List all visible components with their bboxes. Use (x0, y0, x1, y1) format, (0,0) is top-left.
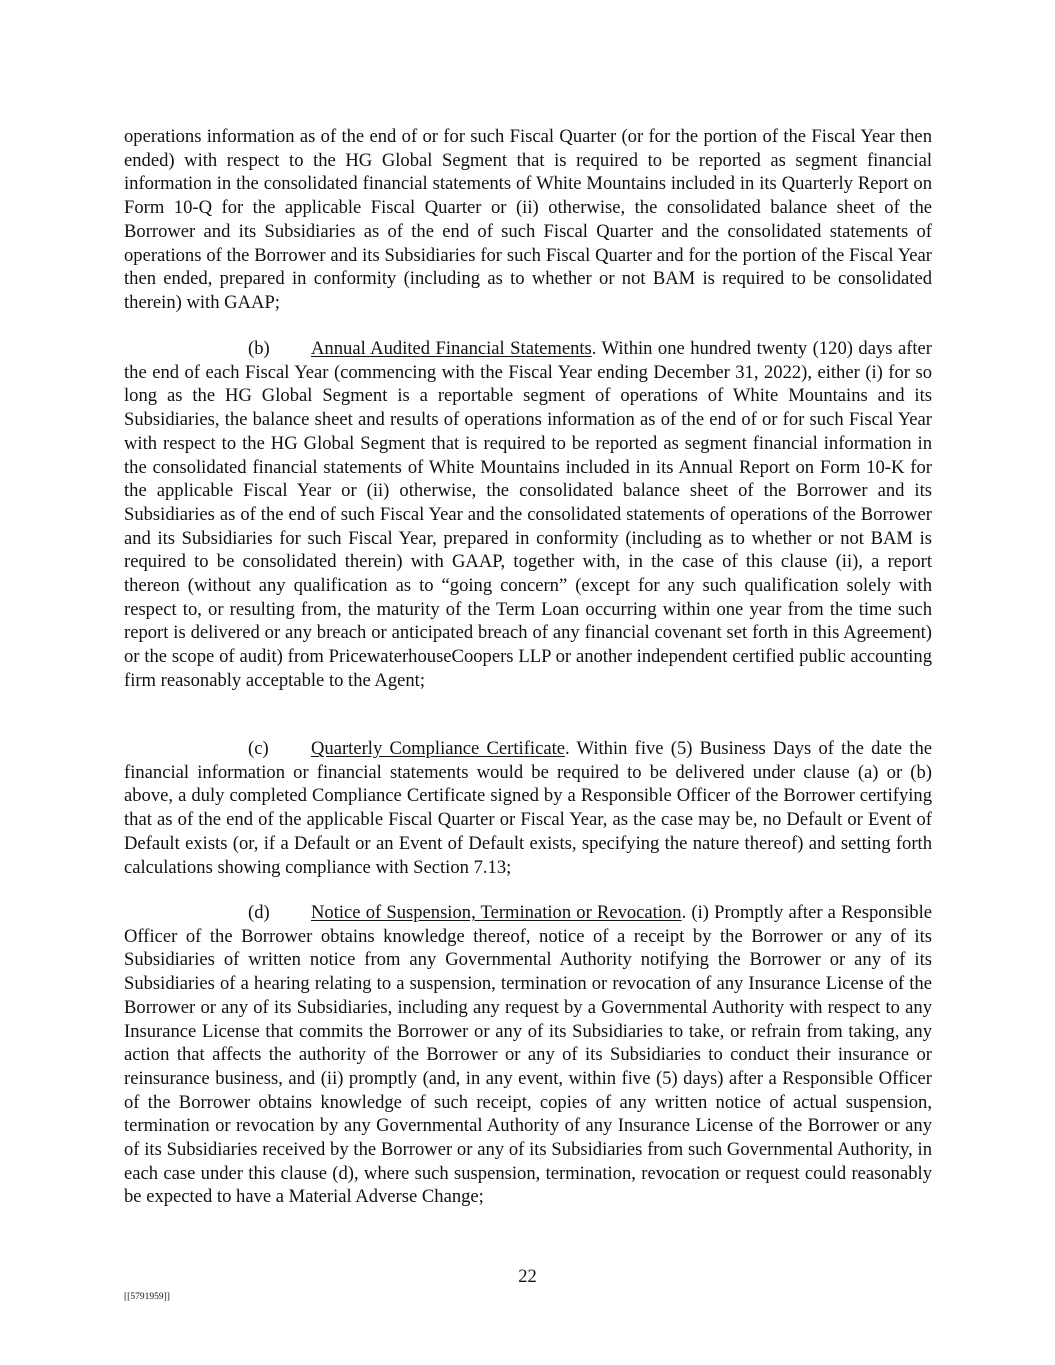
section-d-heading: Notice of Suspension, Termination or Revocation (311, 902, 682, 923)
section-d-paragraph (124, 901, 932, 1209)
document-id: [[5791959]] (124, 1292, 170, 1302)
section-b-paragraph (124, 337, 932, 693)
section-b-label: (b) (248, 338, 270, 359)
section-c-paragraph (124, 737, 932, 879)
intro-paragraph: operations information as of the end of or for such Fiscal Quarter (or for the portion of the Fiscal Year then ended) with respect to the HG Global Segment that is required to be reported as segment financial information in the consolidated financial statements of White Mountains included in its Quarterly Report on Form 10-Q for the applicable Fiscal Quarter or (ii) otherwise, the consolidated balance sheet of the Borrower and its Subsidiaries as of the end of such Fiscal Quarter and the consolidated statements of operations of the Borrower and its Subsidiaries for such Fiscal Quarter and for the portion of the Fiscal Year then ended, prepared in conformity (including as to whether or not BAM is required to be consolidated therein) with GAAP; (124, 126, 932, 313)
page-number: 22 (518, 1266, 537, 1287)
section-b-heading: Annual Audited Financial Statements (311, 338, 592, 359)
section-c-label: (c) (248, 738, 269, 759)
section-b-body: . Within one hundred twenty (120) days after the end of each Fiscal Year (commencing with the Fiscal Year ending December 31, 2022), either (i) for so long as the HG Global Segment is a reportable segment of operations of White Mountains and its Subsidiaries, the balance sheet and results of operations information as of the end of or for such Fiscal Year with respect to the HG Global Segment that is required to be reported as segment financial information in the consolidated financial statements of White Mountains included in its Annual Report on Form 10-K for the applicable Fiscal Year or (ii) otherwise, the consolidated balance sheet of the Borrower and its Subsidiaries as of the end of such Fiscal Year and the consolidated statements of operations of the Borrower and its Subsidiaries for such Fiscal Year, prepared in conformity (including as to whether or not BAM is required to be consolidated therein) with GAAP, together with, in the case of this clause (ii), a report thereon (without any qualification as to “going concern” (except for any such qualification solely with respect to, or resulting from, the maturity of the Term Loan occurring within one year from the time such report is delivered or any breach or anticipated breach of any financial covenant set forth in this Agreement) or the scope of audit) from PricewaterhouseCoopers LLP or another independent certified public accounting firm reasonably acceptable to the Agent; (124, 338, 932, 691)
section-d-body: . (i) Promptly after a Responsible Officer of the Borrower obtains knowledge thereof, notice of a receipt by the Borrower or any of its Subsidiaries of written notice from any Governmental Authority notifying the Borrower or any of its Subsidiaries of a hearing relating to a suspension, termination or revocation of any Insurance License of the Borrower or any of its Subsidiaries, including any request by a Governmental Authority with respect to any Insurance License that commits the Borrower or any of its Subsidiaries to take, or refrain from taking, any action that affects the authority of the Borrower or any of its Subsidiaries to conduct their insurance or reinsurance business, and (ii) promptly (and, in any event, within five (5) days) after a Responsible Officer of the Borrower obtains knowledge of such receipt, copies of any written notice of actual suspension, termination or revocation by any Governmental Authority of any Insurance License of the Borrower or any of its Subsidiaries received by the Borrower or any of its Subsidiaries from such Governmental Authority, in each case under this clause (d), where such suspension, termination, revocation or request could reasonably be expected to have a Material Adverse Change; (124, 902, 932, 1208)
section-c-heading: Quarterly Compliance Certificate (311, 738, 565, 759)
section-c-body: . Within five (5) Business Days of the date the financial information or financial statements would be required to be delivered under clause (a) or (b) above, a duly completed Compliance Certificate signed by a Responsible Officer of the Borrower certifying that as of the end of the applicable Fiscal Quarter or Fiscal Year, as the case may be, no Default or Event of Default exists (or, if a Default or an Event of Default exists, specifying the nature thereof) and setting forth calculations showing compliance with Section 7.13; (124, 738, 932, 878)
section-d-label: (d) (248, 902, 270, 923)
